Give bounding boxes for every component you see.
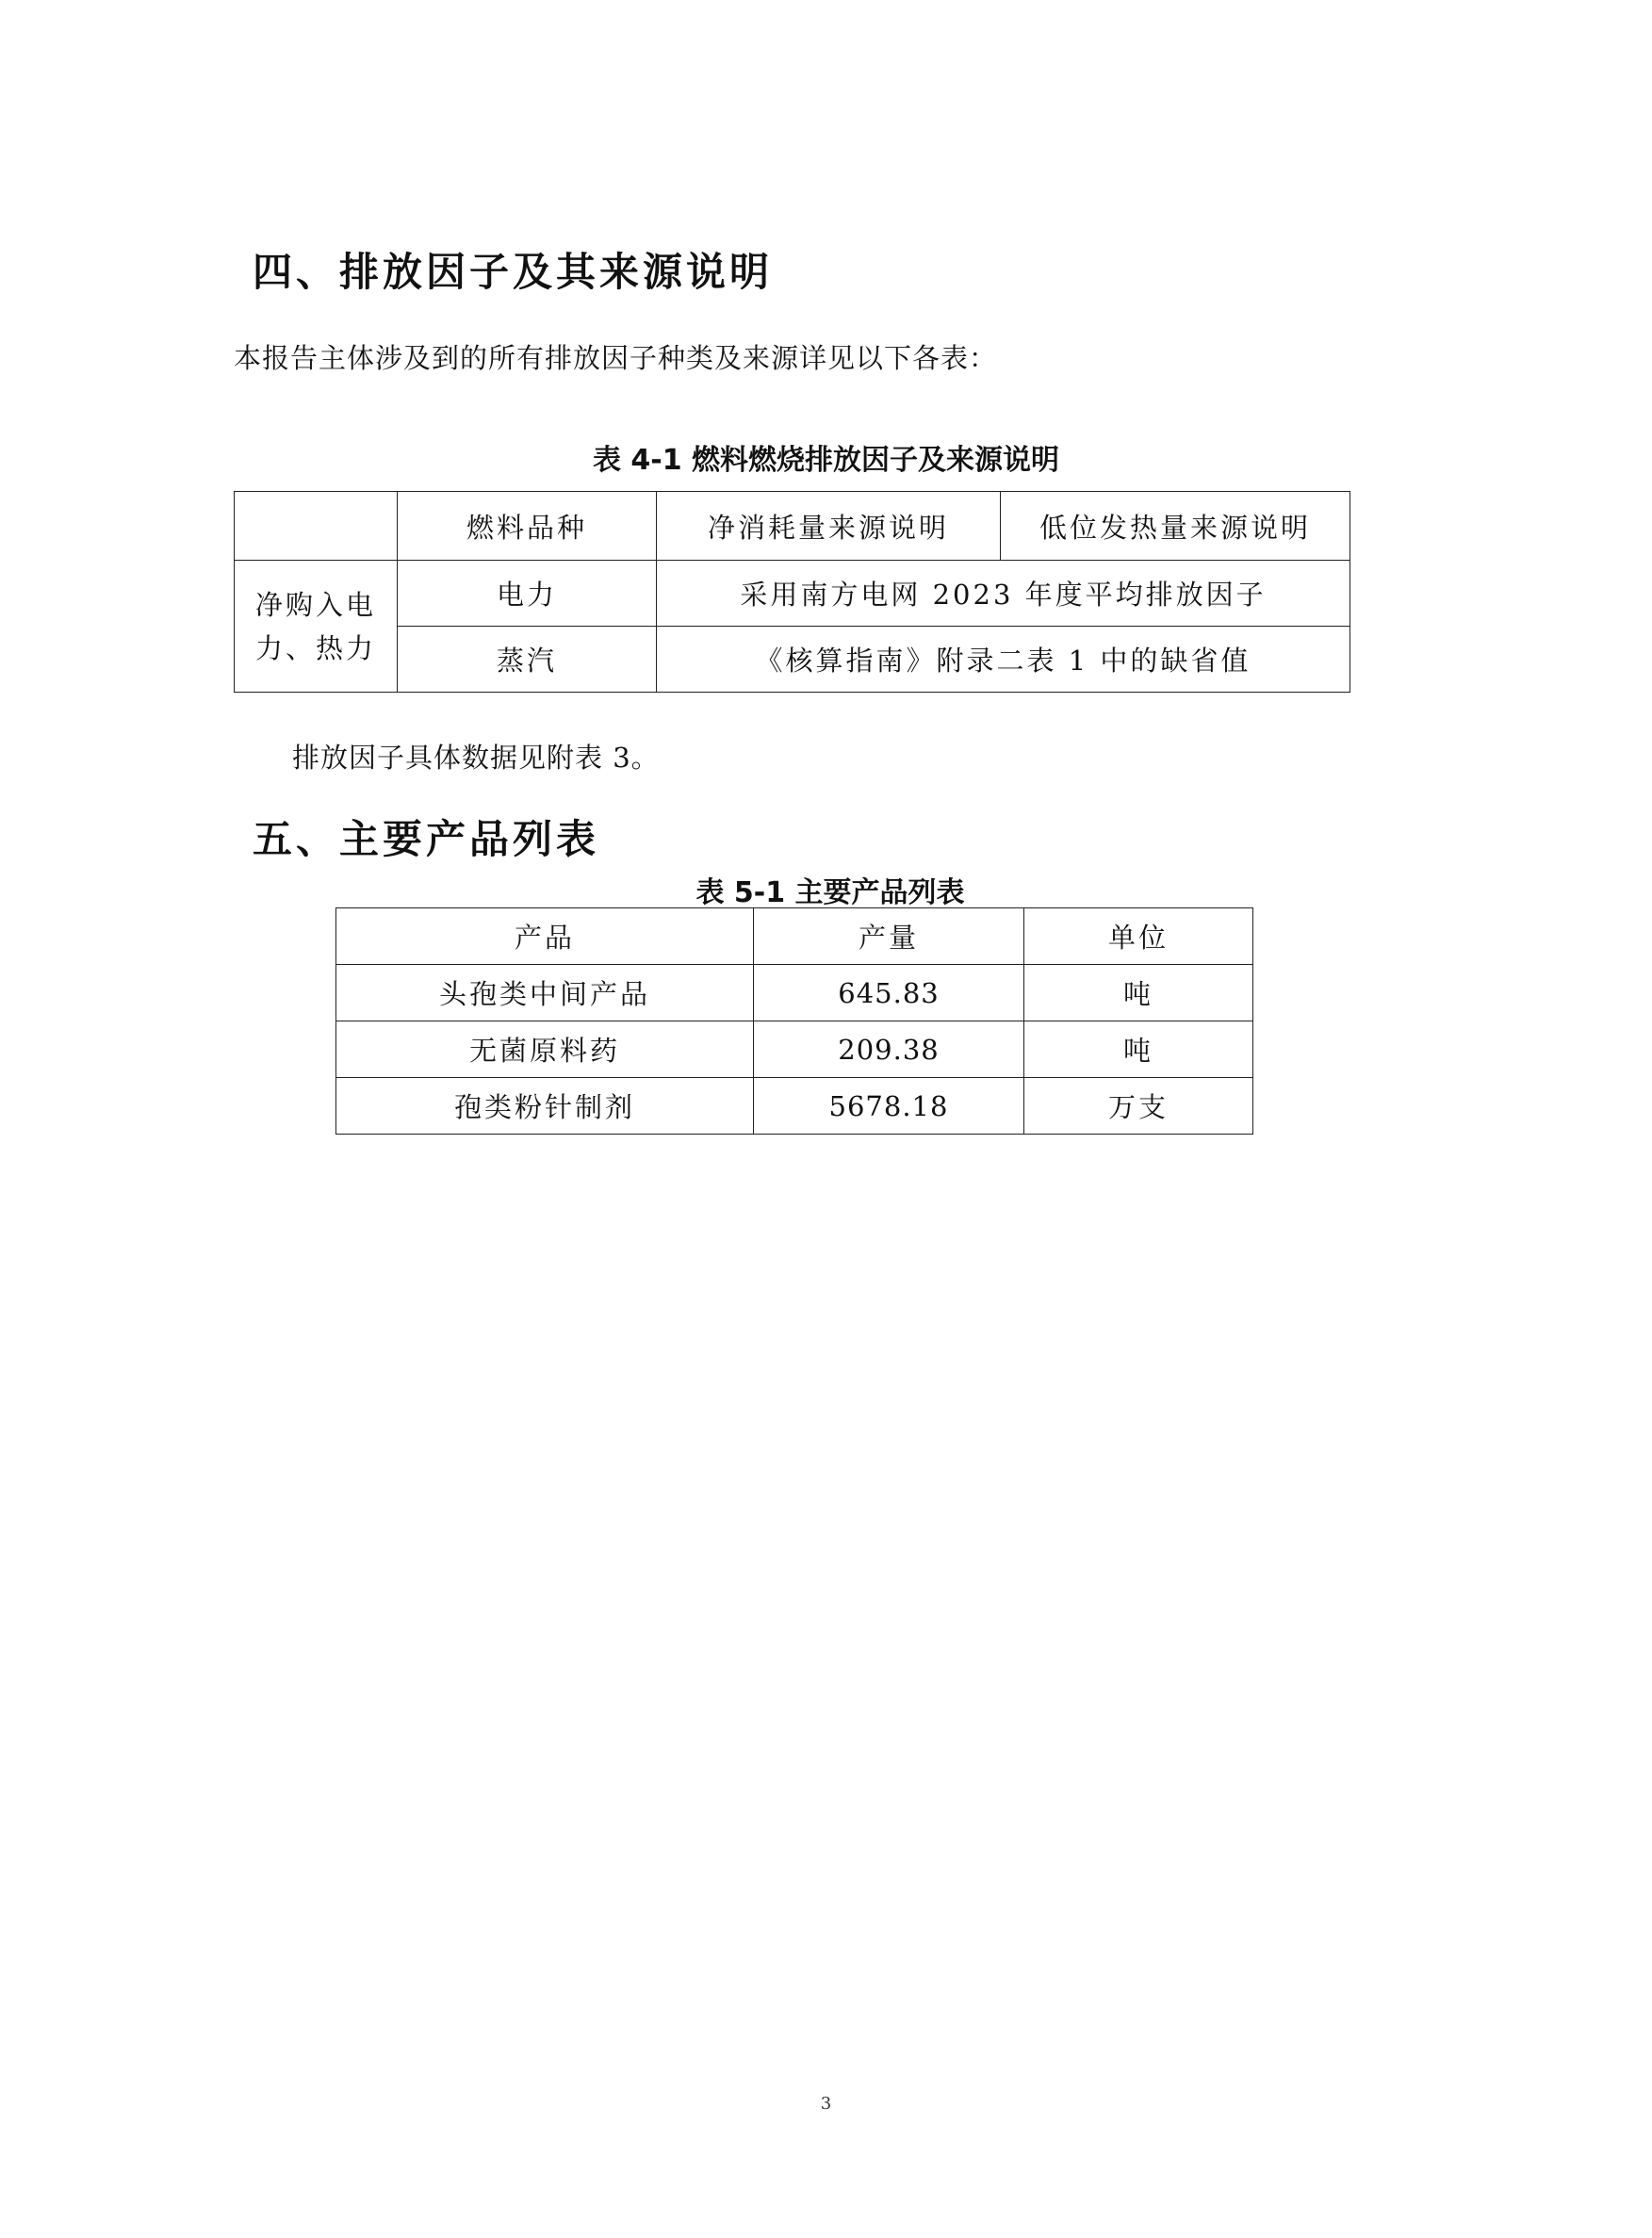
unit-cell: 吨 bbox=[1024, 965, 1253, 1021]
source-cell: 《核算指南》附录二表 1 中的缺省值 bbox=[657, 627, 1350, 693]
product-cell: 头孢类中间产品 bbox=[336, 965, 754, 1021]
table-row bbox=[235, 561, 1350, 627]
fuel-cell: 电力 bbox=[398, 561, 657, 627]
table-4-1-caption: 表 4-1 燃料燃烧排放因子及来源说明 bbox=[592, 444, 1060, 477]
fuel-cell: 蒸汽 bbox=[398, 627, 657, 693]
header-cell-consumption-source: 净消耗量来源说明 bbox=[657, 492, 1001, 561]
source-cell: 采用南方电网 2023 年度平均排放因子 bbox=[657, 561, 1350, 627]
header-cell-calorific-source: 低位发热量来源说明 bbox=[1001, 492, 1350, 561]
group-label-line: 力、热力 bbox=[254, 631, 376, 664]
table-row bbox=[336, 1078, 1253, 1135]
output-cell: 645.83 bbox=[754, 965, 1024, 1021]
output-cell: 5678.18 bbox=[754, 1078, 1024, 1135]
unit-cell: 万支 bbox=[1024, 1078, 1253, 1135]
table-header-row bbox=[235, 492, 1350, 561]
product-cell: 孢类粉针制剂 bbox=[336, 1078, 754, 1135]
header-cell-unit: 单位 bbox=[1024, 908, 1253, 965]
group-label-cell bbox=[235, 561, 398, 693]
group-label-line: 净购入电 bbox=[254, 588, 376, 621]
table-row bbox=[336, 1021, 1253, 1078]
section-5-heading: 五、主要产品列表 bbox=[253, 816, 600, 862]
header-cell-output: 产量 bbox=[754, 908, 1024, 965]
table-row bbox=[336, 965, 1253, 1021]
header-cell-fuel-type: 燃料品种 bbox=[398, 492, 657, 561]
unit-cell: 吨 bbox=[1024, 1021, 1253, 1078]
table-row bbox=[235, 627, 1350, 693]
section-4-intro: 本报告主体涉及到的所有排放因子种类及来源详见以下各表： bbox=[234, 342, 998, 374]
table-header-row bbox=[336, 908, 1253, 965]
output-cell: 209.38 bbox=[754, 1021, 1024, 1078]
emission-factor-table bbox=[234, 491, 1350, 693]
product-cell: 无菌原料药 bbox=[336, 1021, 754, 1078]
section-4-heading: 四、排放因子及其来源说明 bbox=[253, 249, 774, 295]
header-cell-blank bbox=[235, 492, 398, 561]
page-number: 3 bbox=[820, 2094, 832, 2114]
header-cell-product: 产品 bbox=[336, 908, 754, 965]
section-4-note: 排放因子具体数据见附表 3。 bbox=[292, 742, 660, 774]
table-5-1-caption: 表 5-1 主要产品列表 bbox=[695, 876, 965, 909]
product-table bbox=[335, 907, 1253, 1135]
